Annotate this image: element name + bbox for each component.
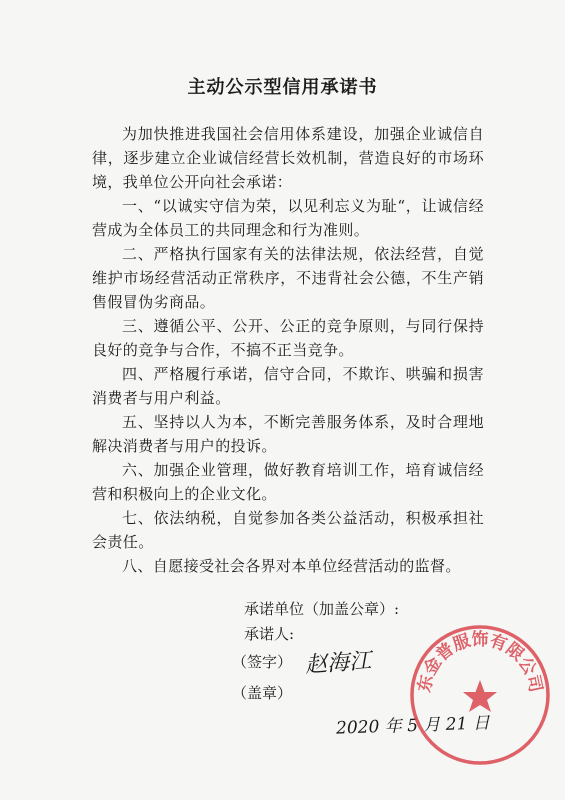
commitment-8: 八、自愿接受社会各界对本单位经营活动的监督。 (122, 557, 461, 575)
signature-label: （签字） (232, 653, 293, 671)
commitment-6: 六、加强企业管理，做好教育培训工作，培育诚信经营和积极向上的企业文化。 (92, 461, 484, 503)
commitment-7: 七、依法纳税，自觉参加各类公益活动，积极承担社会责任。 (92, 509, 484, 551)
commitment-4: 四、严格履行承诺，信守合同，不欺诈、哄骗和损害消费者与用户利益。 (92, 365, 484, 407)
commitment-5: 五、坚持以人为本，不断完善服务体系，及时合理地解决消费者与用户的投诉。 (92, 413, 484, 455)
seal-star-icon (463, 680, 497, 712)
document-title: 主动公示型信用承诺书 (187, 77, 378, 98)
commitment-3: 三、遵循公平、公开、公正的竞争原则，与同行保持良好的竞争与合作，不搞不正当竞争。 (92, 317, 484, 359)
handwritten-signature: 赵海江 (304, 648, 372, 679)
signing-date: 2020 年 5 月 21 日 (335, 713, 491, 739)
unit-label: 承诺单位（加盖公章）: (244, 600, 400, 618)
commitment-2: 二、严格执行国家有关的法律法规，依法经营，自觉维护市场经营活动正常秩序，不违背社会公德，不生产销售假冒伪劣商品。 (92, 245, 484, 311)
intro-paragraph: 为加快推进我国社会信用体系建设，加强企业诚信自律，逐步建立企业诚信经营长效机制，营造良好的市场环境，我单位公开向社会承诺： (92, 125, 484, 191)
seal-label: （盖章） (232, 684, 293, 702)
seal-text: 东金普服饰有限公司 (414, 629, 546, 695)
document-body (92, 122, 484, 578)
person-label: 承诺人: (244, 625, 295, 643)
company-seal (405, 620, 555, 770)
commitment-1: 一、“以诚实守信为荣，以见利忘义为耻“，让诚信经营成为全体员工的共同理念和行为准则。 (92, 197, 484, 239)
